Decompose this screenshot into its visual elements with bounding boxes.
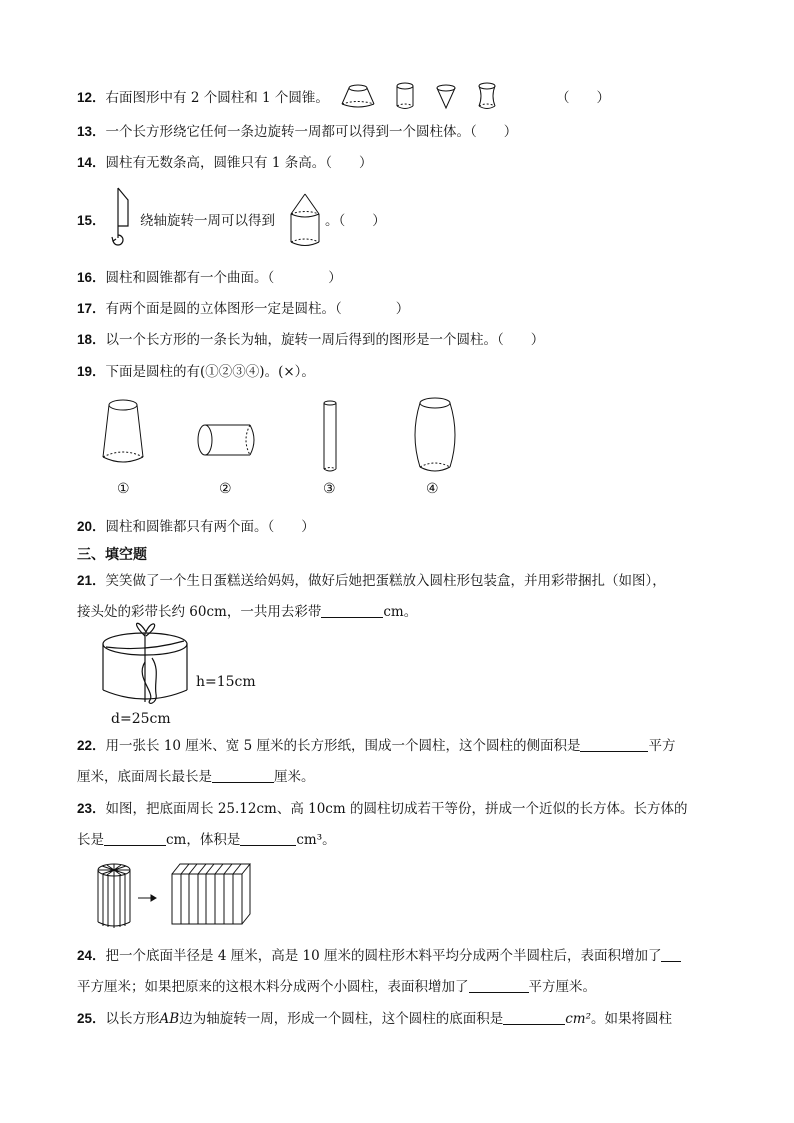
answer-paren: （ ） <box>338 213 386 229</box>
question-20 <box>77 517 315 537</box>
answer-blank[interactable] <box>240 831 296 846</box>
answer-blank[interactable] <box>321 603 383 618</box>
question-17 <box>77 299 409 319</box>
q19-shapes <box>95 395 465 475</box>
shape-1-frustum <box>103 400 143 462</box>
question-text: 圆柱和圆锥都有一个曲面。 <box>105 270 268 286</box>
answer-blank[interactable] <box>104 831 166 846</box>
answer-blank[interactable] <box>503 1010 565 1025</box>
question-14 <box>77 153 372 173</box>
question-24-line2: 平方厘米；如果把原来的这根木料分成两个小圆柱，表面积增加了 平方厘米。 <box>77 979 596 995</box>
question-text: 右面图形中有 2 个圆柱和 1 个圆锥。 <box>105 90 329 106</box>
answer-blank[interactable] <box>212 768 274 783</box>
section-heading: 三、填空题 <box>77 546 147 562</box>
question-15-number: 15． <box>77 213 106 228</box>
unit-cm2: cm² <box>565 1011 591 1027</box>
question-15 <box>140 211 275 231</box>
question-number: 18． <box>77 332 106 347</box>
shape-label-4: ④ <box>426 481 439 497</box>
question-16 <box>77 268 342 288</box>
answer-paren: （ ） <box>325 155 373 171</box>
answer-paren: （ ） <box>556 90 610 106</box>
shape-label-2: ② <box>219 481 232 497</box>
answer-blank[interactable] <box>469 978 529 993</box>
question-number: 14． <box>77 155 106 170</box>
question-18 <box>77 330 544 350</box>
question-number: 13． <box>77 124 106 139</box>
question-15-tail: 。（ ） <box>325 213 386 229</box>
question-number: 20． <box>77 519 106 534</box>
question-text: 圆柱有无数条高，圆锥只有 1 条高。 <box>105 155 326 171</box>
question-24-line1: 24．把一个底面半径是 4 厘米，高是 10 厘米的圆柱形木料平均分成两个半圆柱后，表面积增加了 <box>77 946 681 966</box>
question-number: 17． <box>77 301 106 316</box>
cylinder-shape <box>397 83 413 109</box>
answer-blank[interactable] <box>580 737 648 752</box>
segment-ab: AB <box>159 1011 180 1027</box>
diameter-label: d=25cm <box>111 711 171 727</box>
shape-label-3: ③ <box>323 481 336 497</box>
question-number: 25． <box>77 1011 106 1026</box>
question-number: 19． <box>77 364 106 379</box>
cone-shape <box>437 85 455 108</box>
question-number: 16． <box>77 270 106 285</box>
question-number: 23． <box>77 801 106 816</box>
shape-4-barrel <box>415 398 455 471</box>
answer-blank[interactable] <box>661 947 681 962</box>
question-text: 有两个面是圆的立体图形一定是圆柱。 <box>105 301 336 317</box>
question-19 <box>77 362 315 382</box>
answer-paren: （ ） <box>267 519 315 535</box>
answer-paren: （ ） <box>267 270 342 286</box>
q15-rotation-figure <box>110 186 138 252</box>
q12-shapes <box>340 80 510 116</box>
question-number: 24． <box>77 948 106 963</box>
answer-paren: （ ） <box>470 124 518 140</box>
question-22-line2: 厘米，底面周长最长是 厘米。 <box>77 769 315 785</box>
question-25-line1: 25．以长方形AB边为轴旋转一周，形成一个圆柱，这个圆柱的底面积是 cm²。如果将圆柱 <box>77 1011 672 1027</box>
question-text: 以一个长方形的一条长为轴，旋转一周后得到的图形是一个圆柱。 <box>105 332 498 348</box>
answer-paren: （ ） <box>335 301 410 317</box>
q21-cake-box-figure <box>100 622 210 712</box>
q23-cut-cylinder-figure <box>96 860 256 932</box>
question-23-line2: 长是 cm，体积是 cm³。 <box>77 832 336 848</box>
height-label: h=15cm <box>196 674 256 690</box>
question-number: 21． <box>77 573 106 588</box>
question-text: 绕轴旋转一周可以得到 <box>140 213 275 229</box>
question-number: 22． <box>77 738 106 753</box>
question-21-line1: 21．笑笑做了一个生日蛋糕送给妈妈，做好后她把蛋糕放入圆柱形包装盒，并用彩带捆扎（如图）， <box>77 573 666 589</box>
shape-3-thin-cylinder <box>324 401 336 471</box>
shape-2-horizontal-cylinder <box>198 425 254 455</box>
question-22-line1: 22．用一张长 10 厘米、宽 5 厘米的长方形纸，围成一个圆柱，这个圆柱的侧面积是 平方 <box>77 738 676 754</box>
question-number: 12． <box>77 90 106 105</box>
shape-label-1: ① <box>117 481 130 497</box>
question-13 <box>77 122 517 142</box>
question-23-line1: 23．如图，把底面周长 25.12cm、高 10cm 的圆柱切成若干等份，拼成一个近似的长方体。长方体的 <box>77 801 688 817</box>
answer-paren: （ ） <box>497 332 545 348</box>
question-text: 圆柱和圆锥都只有两个面。 <box>105 519 268 535</box>
question-12 <box>77 88 329 108</box>
frustum-shape <box>342 85 374 107</box>
question-text: 一个长方形绕它任何一条边旋转一周都可以得到一个圆柱体。 <box>105 124 471 140</box>
question-text: 下面是圆柱的有(①②③④)。(×）。 <box>105 364 315 380</box>
q15-result-shape <box>287 192 323 250</box>
question-21-line2: 接头处的彩带长约 60cm，一共用去彩带 cm。 <box>77 604 418 620</box>
waisted-cylinder-shape <box>479 83 495 109</box>
